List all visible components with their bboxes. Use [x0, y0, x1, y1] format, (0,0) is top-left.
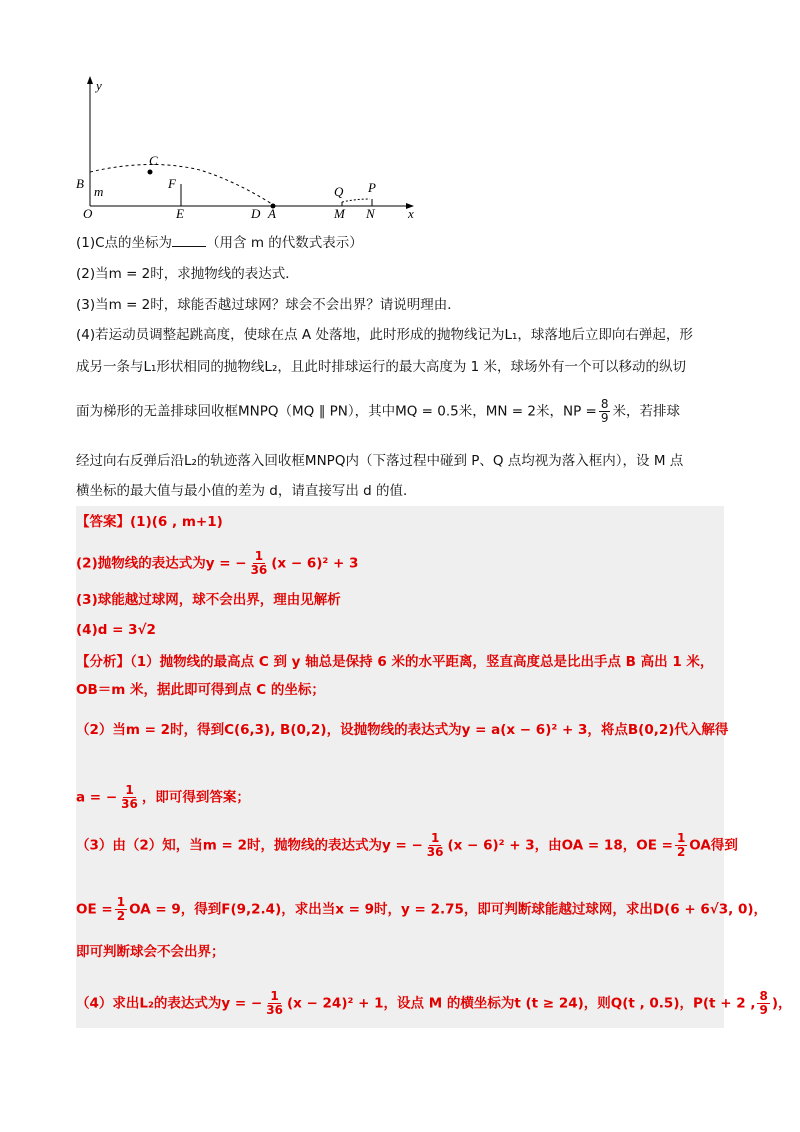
fraction: $\frac{1}{2}$ — [676, 831, 686, 859]
answer-line-3: (3)球能越过球网，球不会出界，理由见解析 — [76, 592, 341, 608]
analysis-4-line-1: （4）求出L₂的表达式为y = − $\frac{1}{36}$ (x − 24)² + 1，设点 M 的横坐标为t (t ≥ 24)，则Q(t , 0.5)，P(t + 2 , $\frac{8}{9}$ )， — [76, 989, 792, 1017]
fraction: $\frac{1}{2}$ — [116, 895, 126, 923]
label-F: F — [168, 176, 176, 191]
fraction: $\frac{1}{36}$ — [250, 549, 268, 577]
label-C: C — [149, 153, 158, 168]
analysis-3-line-2: OE = $\frac{1}{2}$ OA = 9，得到F(9,2.4)，求出当x = 9时，y = 2.75，即可判断球能越过球网，求出D(6 + 6√3, 0)， — [76, 895, 768, 923]
parabola-L — [90, 164, 275, 206]
question-4-line-3: 面为梯形的无盖排球回收框MNPQ（MQ ∥ PN），其中MQ = 0.5米，MN = 2米，NP = $\frac{8}{9}$ 米，若排球 — [76, 397, 680, 425]
label-N: N — [366, 206, 375, 221]
y-axis-arrow — [87, 76, 93, 84]
parabola-diagram — [70, 72, 430, 222]
fraction: $\frac{1}{36}$ — [266, 989, 283, 1017]
question-3: (3)当m = 2时，球能否越过球网？球会不会出界？请说明理由． — [76, 297, 461, 313]
label-B: B — [76, 176, 84, 191]
question-2: (2)当m = 2时，求抛物线的表达式． — [76, 266, 299, 282]
question-4-line-5: 横坐标的最大值与最小值的差为 d，请直接写出 d 的值． — [76, 483, 417, 499]
label-m: m — [94, 184, 104, 199]
fraction: $\frac{8}{9}$ — [600, 397, 609, 425]
basket-top — [342, 199, 370, 202]
question-4-line-4: 经过向右反弹后沿L₂的轨迹落入回收框MNPQ内（下落过程中碰到 P、Q 点均视为落入框内），设 M 点 — [76, 453, 684, 469]
label-D: D — [251, 206, 261, 221]
analysis-3-line-3: 即可判断球会不会出界； — [76, 944, 225, 960]
analysis-3-line-1: （3）由（2）知，当m = 2时，抛物线的表达式为y = − $\frac{1}{36}$ (x − 6)² + 3，由OA = 18，OE = $\frac{1}{2}$ OA得到 — [76, 831, 738, 859]
question-4-line-2: 成另一条与L₁形状相同的抛物线L₂，且此时排球运行的最大高度为 1 米，球场外有一个可以移动的纵切 — [76, 359, 687, 375]
answer-blank — [172, 234, 206, 247]
analysis-2-line-2: a = − $\frac{1}{36}$ ，即可得到答案； — [76, 783, 250, 811]
answer-line-4: (4)d = 3√2 — [76, 622, 156, 638]
label-P: P — [368, 180, 376, 195]
analysis-1-line-1: 【分析】（1）抛物线的最高点 C 到 y 轴总是保持 6 米的水平距离，竖直高度总是比出手点 B 高出 1 米， — [76, 654, 714, 670]
label-M: M — [334, 206, 345, 221]
label-O: O — [83, 206, 93, 221]
label-E: E — [176, 206, 184, 221]
label-Q: Q — [334, 184, 344, 199]
question-4-line-1: (4)若运动员调整起跳高度，使球在点 A 处落地，此时形成的抛物线记为L₁，球落地后立即向右弹起，形 — [76, 327, 693, 343]
fraction: $\frac{1}{36}$ — [121, 783, 138, 811]
answer-line-1: 【答案】(1)(6 , m+1) — [76, 514, 223, 530]
fraction: $\frac{1}{36}$ — [426, 831, 444, 859]
question-1: (1)C点的坐标为 （用含 m 的代数式表示） — [76, 235, 363, 251]
answer-line-2: (2)抛物线的表达式为y = − $\frac{1}{36}$ (x − 6)² + 3 — [76, 549, 359, 577]
analysis-1-line-2: OB＝m 米，据此即可得到点 C 的坐标； — [76, 682, 325, 698]
analysis-2-line-1: （2）当m = 2时，得到C(6,3), B(0,2)，设抛物线的表达式为y = a(x − 6)² + 3，将点B(0,2)代入解得 — [76, 722, 729, 738]
label-x: x — [408, 206, 414, 221]
label-y: y — [96, 78, 102, 93]
fraction: $\frac{8}{9}$ — [759, 989, 768, 1017]
point-C — [148, 170, 153, 175]
label-A: A — [268, 206, 276, 221]
